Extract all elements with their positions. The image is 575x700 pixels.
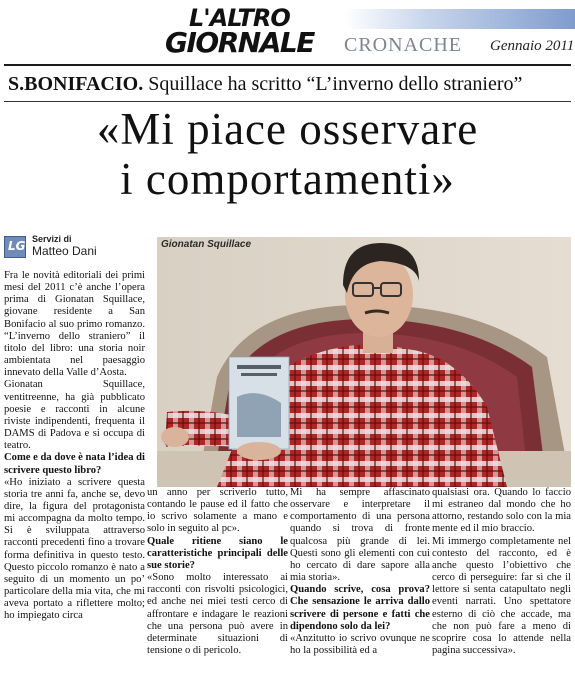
photo-caption: Gionatan Squillace bbox=[161, 239, 252, 250]
paragraph: «Sono molto interessato ai racconti con risvolti psicologici, ed anche nei miei testi cerco di affrontare e indagare le reazioni che una persona può avere in determinate situazioni di tensione o di pericolo. bbox=[147, 572, 288, 657]
kicker-text: Squillace ha scritto “L’inverno dello straniero” bbox=[143, 73, 523, 95]
article-kicker bbox=[8, 72, 568, 96]
issue-date: Gennaio 2011 bbox=[490, 38, 575, 54]
author-photo-illustration bbox=[157, 237, 571, 487]
paragraph: un anno per scriverlo tutto, contando le pause ed il fatto che io scrivo solamente a mano e solo in seguito al pc». bbox=[147, 487, 288, 535]
logo-badge-icon: LG bbox=[4, 236, 26, 258]
interview-question: Quale ritiene siano le caratteristiche principali delle sue storie? bbox=[147, 535, 288, 571]
paragraph: qualsiasi ora. Quando lo faccio mi estraneo dal mondo che ho attorno, restando solo con la mia mente ed il mio braccio. bbox=[432, 487, 571, 535]
article-column-2 bbox=[147, 487, 288, 657]
section-label: CRONACHE bbox=[344, 34, 463, 56]
headline-line2: i comportamenti» bbox=[120, 154, 455, 204]
article-column-1 bbox=[4, 270, 145, 623]
article-headline bbox=[0, 104, 575, 204]
paragraph: «Ho iniziato a scrivere questa storia tre anni fa, anche se, devo dire, la figura del protagonista mi accompagna da molto tempo. Si è sviluppata attraverso racconti precedenti fino a trovare forma definitiva in questo testo. Questo piccolo romanzo è nato a seguito di un momento un po’ particolare della mia vita, che mi aveva portato a riflettere molto; ho impiegato circa bbox=[4, 476, 145, 622]
newspaper-logo[interactable] bbox=[165, 4, 325, 60]
paragraph: Mi immergo completamente nel contesto del racconto, ed è anche questo l’obiettivo che cerco di perseguire: far sì che il lettore si senta catapultato negli eventi narrati. Uno spettatore esterno di ciò che accade, ma che non può fare a meno di scoprire cosa lo attende nella pagina successiva». bbox=[432, 535, 571, 657]
logo-line1: L'ALTRO bbox=[189, 4, 290, 32]
kicker-rule bbox=[4, 101, 571, 102]
kicker-place: S.BONIFACIO. bbox=[8, 73, 144, 95]
logo-line2: GIORNALE bbox=[165, 26, 314, 59]
article-column-4 bbox=[432, 487, 571, 657]
masthead bbox=[0, 0, 575, 64]
paragraph: Fra le novità editoriali dei primi mesi del 2011 c’è anche l’opera prima di Gionatan Squillace, giovane residente a San Bonifacio al suo primo romanzo. “L’inverno dello straniero” il titolo del libro: una storia noir ambientata nel paesaggio innevato della Valle d’Aosta. bbox=[4, 270, 145, 379]
byline-author: Matteo Dani bbox=[32, 244, 97, 258]
paragraph: «Anzitutto io scrivo ovunque ne ho la possibilità ed a bbox=[290, 632, 430, 657]
masthead-rule bbox=[4, 64, 571, 66]
interview-question: Come e da dove è nata l’idea di scrivere questo libro? bbox=[4, 452, 145, 476]
paragraph: Gionatan Squillace, ventitreenne, ha già pubblicato poesie e racconti in alcune riviste indipendenti, frequenta il DAMS di Padova e si occupa di teatro. bbox=[4, 379, 145, 452]
headline-line1: «Mi piace osservare bbox=[96, 104, 479, 154]
paragraph: Mi ha sempre affascinato osservare e interpretare il comportamento di una persona quando si trova di fronte qualcosa più grande di lei. Questi sono gli elementi con cui ho cercato di dare sapore alla mia storia». bbox=[290, 487, 430, 584]
byline-label: Servizi di bbox=[32, 234, 72, 244]
article-column-3 bbox=[290, 487, 430, 657]
author-photo bbox=[157, 237, 571, 487]
masthead-gradient-bar bbox=[344, 9, 575, 29]
byline bbox=[4, 234, 154, 264]
interview-question: Quando scrive, cosa prova? Che sensazione le arriva dallo scrivere di persone e fatti che dipendono solo da lei? bbox=[290, 584, 430, 632]
